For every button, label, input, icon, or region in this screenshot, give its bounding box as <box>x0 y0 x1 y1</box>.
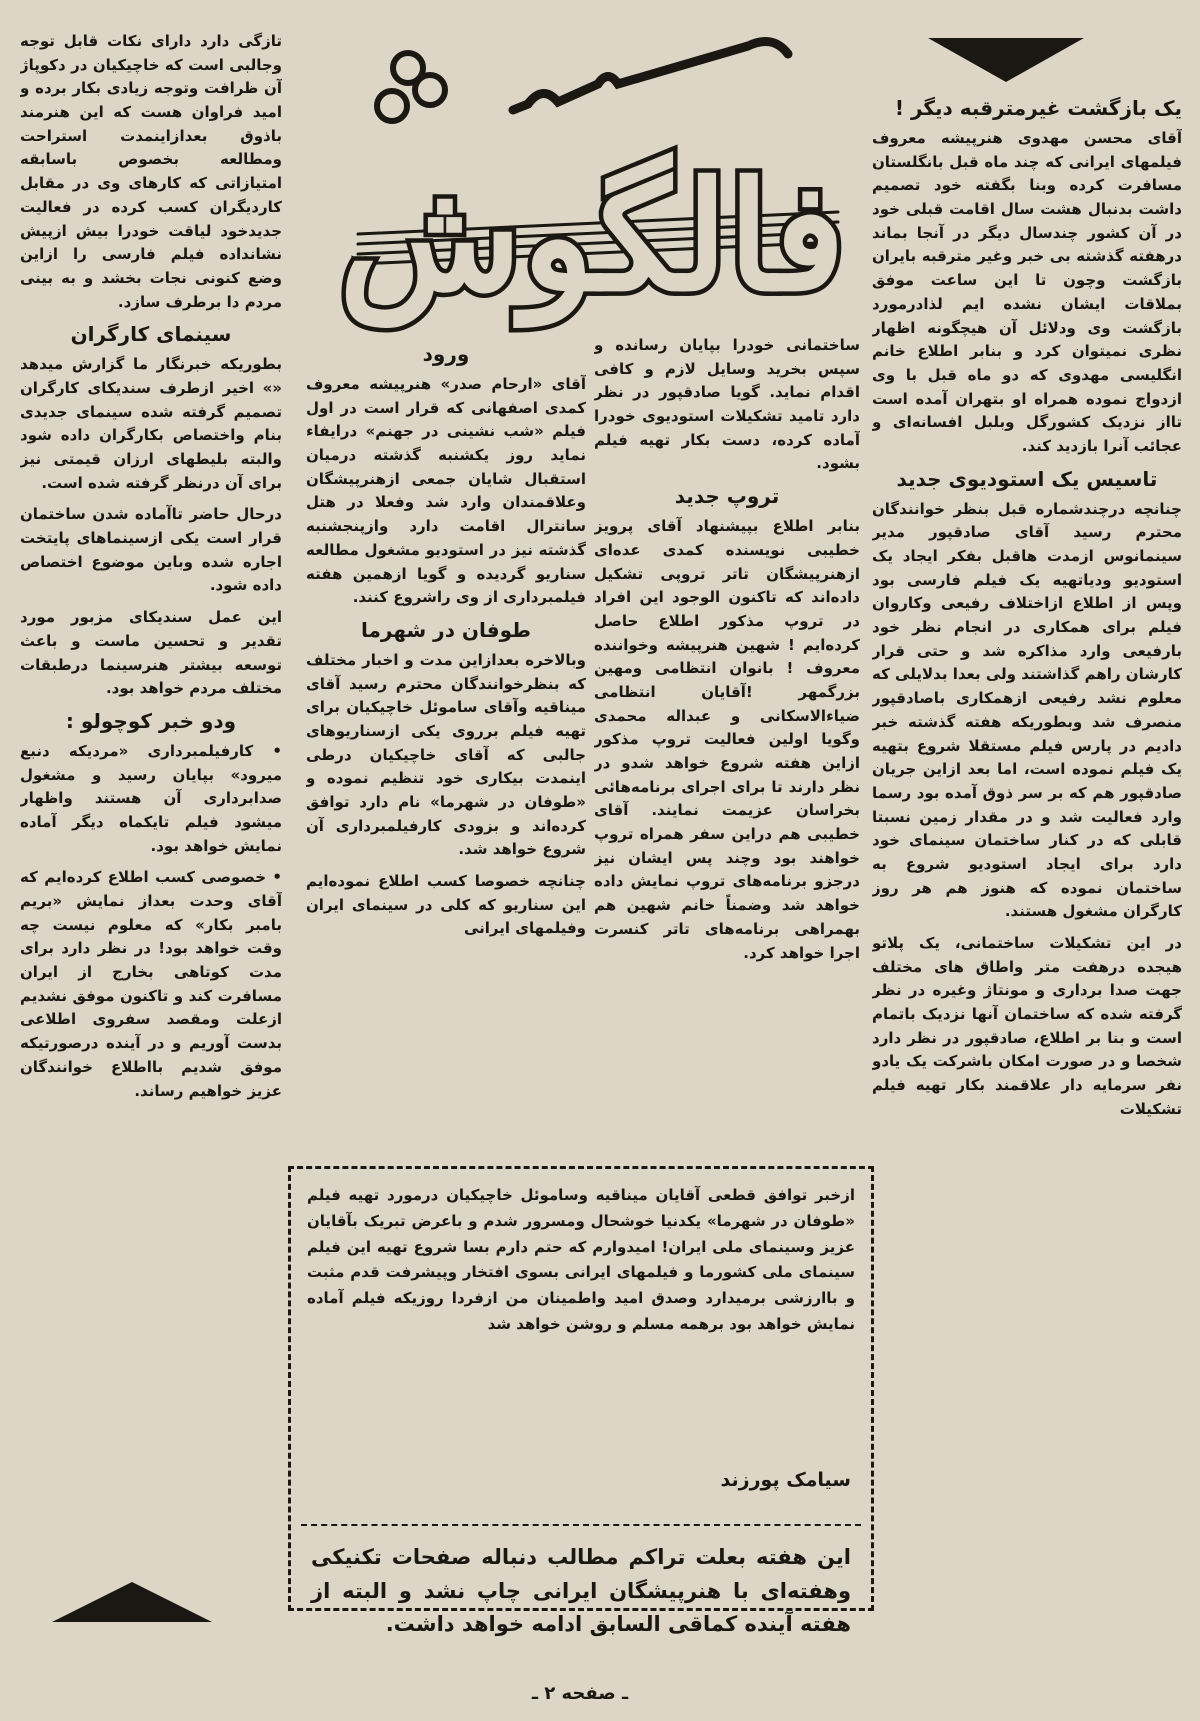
notice-box <box>288 1166 874 1637</box>
notice-signature: سیامک پورزند <box>720 1469 851 1491</box>
page-number: ـ صفحه ۲ ـ <box>531 1683 629 1704</box>
notice-divider <box>301 1524 861 1526</box>
article-storm-p1: وبالاخره بعدازاین مدت و اخبار مختلف که بنظرخوانندگان محترم رسید آقای میناقیه وآقای ساموئل خاچیکیان برای تهیه فیلم برروی یکی ازسناریوهای جالبی که آقای خاچیکیان درطی اینمدت بیکاری خود تنظیم نموده و «طوفان در شهرما» نام دارد توافق کرده‌اند و بزودی کارفیلمبرداری آن شروع خواهد شد. <box>306 650 586 859</box>
article-small-news-p2: • خصوصی کسب اطلاع کرده‌ایم که آقای وحدت بعداز نمایش «بریم بامبر بکار» که معلوم نیست چه وقت خواهد بود! در نظر دارد برای مدت کوتاهی بخارج از ایران مسافرت کند و تاکنون موفق نشدیم ازعلت ومقصد سفروی اطلاعی بدست آوریم و در آینده درصورتیکه موفق شدیم بااطلاع خوانندگان عزیز خواهیم رساند. <box>20 868 282 1100</box>
article-return-body: آقای محسن مهدوی هنرپیشه معروف فیلمهای ایرانی که چند ماه قبل بانگلستان مسافرت کرده وبنا بگفته خود تصمیم داشت بدنبال هشت سال اقامت قبلی خود در آن کشور چندسال دیگر در آنجا بماند درهفته گذشته بی خبر وغیر مترقبه بایران بازگشت وچون تا این ساعت موفق بملاقات ایشان نشده ایم لذادرمورد بازگشت وی ودلائل آن هیچگونه اظهار نظری نمیتوان کرد و بنابر اطلاع خانم انگلیسی مهدوی که دو ماه قبل با وی ازدواج نموده همراه او بتهران آمده است تااز نزدیک کشورگل وبلبل افسانه‌ای و عجائب آنرا بازدید کند. <box>872 129 1182 455</box>
headline-workers-cinema: سینمای کارگران <box>70 322 232 347</box>
headline-return: یک بازگشت غیرمترقبه دیگر ! <box>894 96 1182 120</box>
headline-new-studio: تاسیس یک استودیوی جدید <box>896 466 1158 491</box>
masthead-logo-text: فالگوش <box>338 149 846 325</box>
notice-body: ازخبر توافق قطعی آقایان میناقیه وساموئل خاچیکیان درمورد تهیه فیلم «طوفان در شهرما» یکدنیا خوشحال ومسرور شدم و باعرض تبریک بآقایان عزیز وسینمای ملی ایران! امیدوارم که حتم دارم بسا شروع تهیه این فیلم سینمای ملی کشورما و فیلمهای ایرانی بسوی افتخار وپیشرفت قدم مثبت و باارزشی برمیدارد وصدق امید واطمینان من ازفردا روزیکه فیلم آماده نمایش خواهد بود برهمه مسلم و روشن خواهد شد <box>307 1186 855 1333</box>
column-right <box>872 88 1182 1708</box>
article-new-studio-p2: در این تشکیلات ساختمانی، یک پلاتو هیجده درهفت متر واطاق های مختلف جهت صدا برداری و مونتاژ وغیره در نظر گرفته شده که ساختمان آنها نزدیک باتمام است و بنا بر اطلاع، صادقپور در نظر دارد شخصا و در صورت امکان باشرکت یک یادو نفر سرمایه دار علاقمند بکار تهیه فیلم تشکیلات <box>872 934 1182 1118</box>
article-workers-p1: بطوریکه خبرنگار ما گزارش میدهد «» اخیر ازطرف سندیکای کارگران تصمیم گرفته شده سینمای جدیدی بنام واختصاص بکارگران داده شود والبته بلیطهای ارزان قیمتی نیز برای آن درنظر گرفته شده است. <box>20 355 282 492</box>
headline-new-troupe: تروپ جدید <box>674 484 780 509</box>
article-small-news-p1: • کارفیلمبرداری «مردیکه دنبع میرود» بپایان رسید و مشغول صدابرداری آن هستند واظهار میشود فیلم تایکماه دیگر آماده نمایش خواهد بود. <box>20 741 282 855</box>
column-center-right <box>594 334 860 1164</box>
headline-arrival: ورود <box>422 342 470 366</box>
masthead-logo <box>318 24 866 354</box>
headline-small-news: ودو خبر کوچولو : <box>65 708 237 733</box>
article-studio-continued: ساختمانی خودرا بپایان رسانده و سپس بخرید وسایل لازم و کافی اقدام نماید. گویا صادقپور در نظر دارد تامید تشکیلات استودیوی خودرا آماده کرده، دست بکار تهیه فیلم بشود. <box>594 336 860 473</box>
article-workers-p3: این عمل سندیکای مزبور مورد تقدیر و تحسین ماست و باعث توسعه بیشتر هنرسینما درطبقات مختلف مردم خواهد بود. <box>20 608 282 698</box>
article-storm-p2: چنانچه خصوصا کسب اطلاع نموده‌ایم این سناریو که کلی در سینمای ایران وفیلمهای ایرانی <box>306 872 586 938</box>
column-left <box>20 30 282 1570</box>
article-workers-p2: درحال حاضر تاآماده شدن ساختمان قرار است یکی ازسینماهای پایتخت اجاره شده وباین موضوع اختصاص داده شود. <box>20 505 282 595</box>
column-center-left <box>306 334 586 1164</box>
article-storm-continued: تازگی دارد دارای نکات قابل توجه وجالبی است که خاچیکیان در دکوپاژ آن ظرافت وتوجه زیادی بکار برده و امید فراوان هست که این هنرمند باذوق بعدازاینمدت استراحت ومطالعه بخصوص باسابقه امتیازاتی که کارهای وی در مقابل کاردیگران کسب کرده در فعالیت جدیدخود لیاقت خودرا بیش ازپیش نشانداده فیلم فارسی را ازاین وضع کنونی نجات بخشد و به بینی مردم دا برطرف سازد. <box>20 32 282 311</box>
article-new-studio-p1: چنانچه درچندشماره قبل بنظر خوانندگان محترم رسید آقای صادقپور مدیر سینمانوس ازمدت هاقبل بفکر ایجاد یک استودیو ودیاتهیه یک فیلم فارسی بود وپس از اطلاع ازاختلاف رفیعی وکاروان فیلم برای همکاری در انجام نظر خود بارفیعی وارد مذاکره شد و حتی قرار کارشان راهم گذاشتند ولی بعدا بدلایلی که معلوم نشد رفیعی ازهمکاری باصادقپور منصرف شد وبطوریکه هفته گذشته خبر دادیم در پارس فیلم مستقلا شروع بتهیه یک فیلم نموده است، اما بعد ازاین جریان صادقپور هم که بر سر ذوق آمده بود رسما وارد فعالیت شد و در مقدار زمین نسبتا قابلی که در کنار ساختمان سینمای خود دارد برای ایجاد استودیو شروع به ساختمان نموده که هنوز هم هر روز کارگران مشغول هستند. <box>872 499 1182 921</box>
decorative-triangle-bottom <box>52 1582 212 1622</box>
article-arrival-body: آقای «ارحام صدر» هنرپیشه معروف کمدی اصفهانی که قرار است در اول فیلم «شب نشینی در جهنم» درایفاء نماید روز یکشنبه گذشته درمیان استقبال شایان جمعی ازهنرپیشگان وعلاقمندان وارد شد وفعلا در هتل سانترال اقامت دارد وازپنجشنبه گذشته نیز در استودیو مشغول مطالعه سناریو گردیده و گویا ازهمین هفته فیلمبرداری از وی راشروع کنند. <box>306 375 586 607</box>
headline-storm: طوفان در شهرما <box>361 617 531 642</box>
article-new-troupe-body: بنابر اطلاع بپیشنهاد آقای پرویز خطیبی نویسنده کمدی عده‌ای ازهنرپیشگان تاتر تروپی تشکیل داده‌اند که تاکنون الوجود این افراد در تروپ مذکور اطلاع حاصل کرده‌ایم ! شهین هنرپیشه وخواننده معروف ! بانوان انتظامی ومهین بزرگمهر !آقایان انتظامی ضیاءالاسکانی و عبداله محمدی وگویا اولین فعالیت تروپ مذکور ازاین هفته شروع خواهد شدو در نظر دارند تا برای اجرای برنامه‌هائی بخراسان عزیمت نمایند. آقای خطیبی هم دراین سفر همراه تروپ خواهند بود وچند پس ایشان نیز درجزو برنامه‌های تروپ نمایش داده خواهد شد وضمناً خانم شهین هم بهمراهی برنامه‌های تاتر کنسرت اجرا خواهد کرد. <box>594 517 860 962</box>
notice-announcement: این هفته بعلت تراکم مطالب دنباله صفحات تکنیکی وهفته‌ای با هنرپیشگان ایرانی چاپ نشد و البته از هفته آینده کماقی السابق ادامه خواهد داشت. <box>311 1545 851 1637</box>
decorative-triangle-top <box>928 38 1084 82</box>
